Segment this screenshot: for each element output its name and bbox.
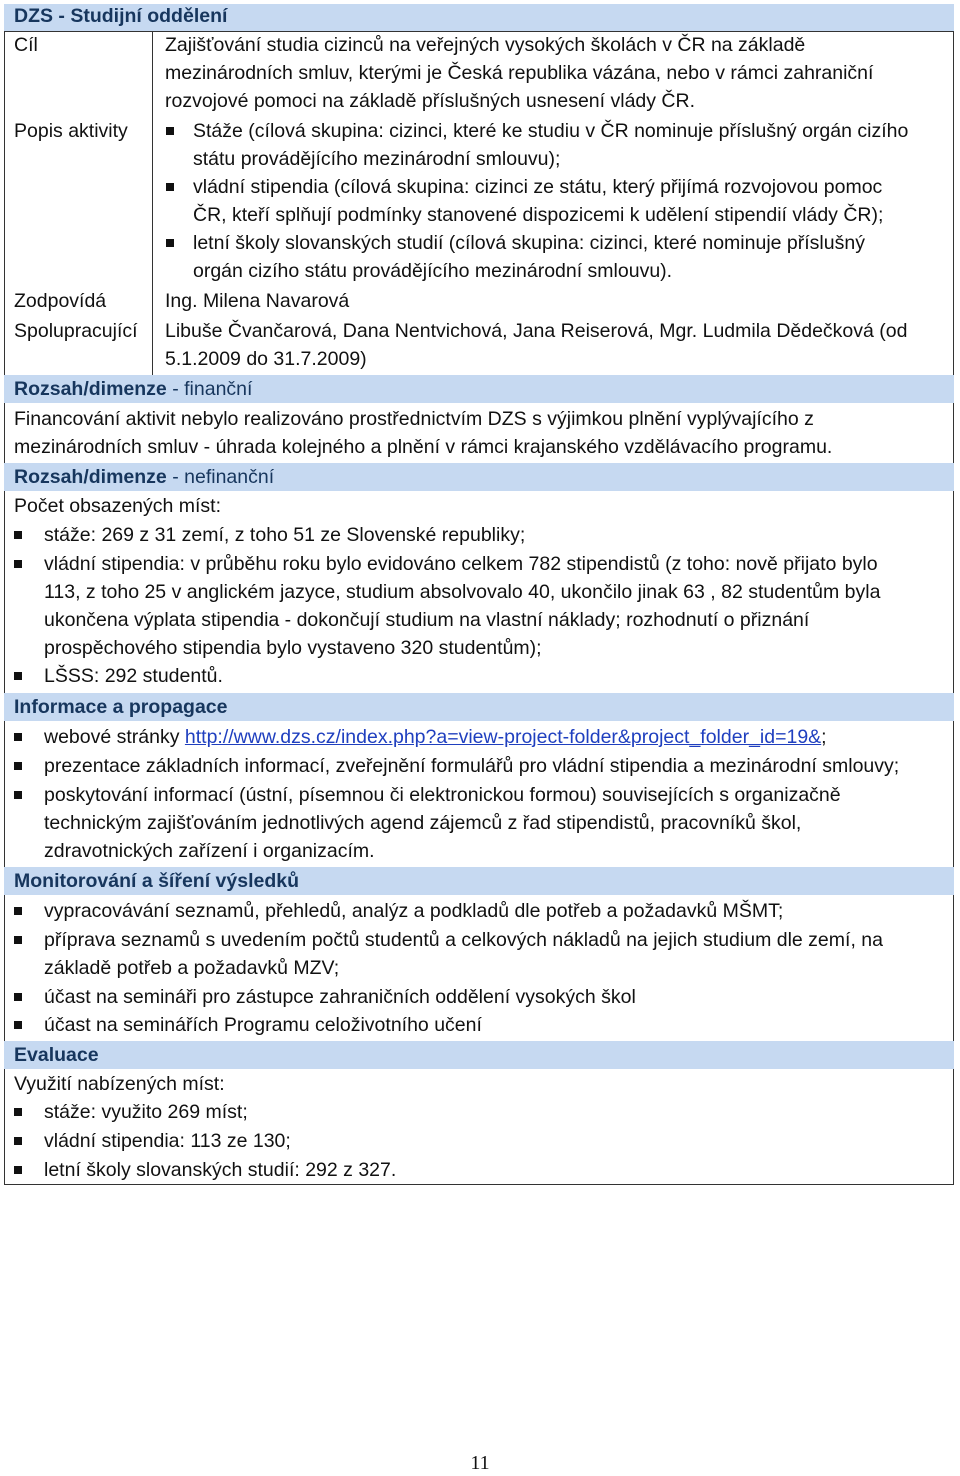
- evaluace-item: letní školy slovanských studií: 292 z 327.: [44, 1159, 397, 1181]
- bullet-icon: [166, 239, 174, 247]
- nefin-item: LŠSS: 292 studentů.: [44, 665, 223, 687]
- nefin-item: vládní stipendia: v průběhu roku bylo evidováno celkem 782 stipendistů (z toho: nově přijato bylo: [44, 553, 878, 575]
- web-item: webové stránky http://www.dzs.cz/index.php?a=view-project-folder&project_folder_id=19&;: [44, 726, 827, 748]
- info-item: poskytování informací (ústní, písemnou či elektronickou formou) souvisejících s organizačně: [44, 784, 841, 806]
- popis-item: vládní stipendia (cílová skupina: cizinci ze státu, který přijímá rozvojovou pomoc: [193, 176, 883, 198]
- popis-item: orgán cizího státu provádějícího mezinárodní smlouvu).: [193, 260, 673, 282]
- bullet-icon: [14, 1137, 22, 1145]
- informace-heading: Informace a propagace: [14, 696, 228, 718]
- table-divider: [152, 32, 153, 376]
- cil-line: Zajišťování studia cizinců na veřejných vysokých školách v ČR na základě: [165, 34, 806, 56]
- spolupracujici-value: 5.1.2009 do 31.7.2009): [165, 348, 367, 370]
- popis-item: státu provádějícího mezinárodní smlouvu);: [193, 148, 561, 170]
- nefin-item: 113, z toho 25 v anglickém jazyce, studium absolvovalo 40, ukončilo jinak 63 , 82 studentům byla: [44, 581, 881, 603]
- rozsah-nefin-intro: Počet obsazených míst:: [14, 495, 222, 517]
- bullet-icon: [166, 127, 174, 135]
- monitorovani-heading: Monitorování a šíření výsledků: [14, 870, 299, 892]
- bullet-icon: [14, 1166, 22, 1174]
- bullet-icon: [14, 907, 22, 915]
- monitor-item: účast na semináři pro zástupce zahraničních oddělení vysokých škol: [44, 986, 636, 1008]
- evaluace-item: stáže: využito 269 míst;: [44, 1101, 248, 1123]
- bullet-icon: [14, 672, 22, 680]
- popis-label: Popis aktivity: [14, 120, 128, 142]
- cil-line: mezinárodních smluv, kterými je Česká republika vázána, nebo v rámci zahraniční: [165, 62, 874, 84]
- monitor-item: účast na seminářích Programu celoživotního učení: [44, 1014, 482, 1036]
- monitor-item: základě potřeb a požadavků MZV;: [44, 957, 340, 979]
- evaluace-heading: Evaluace: [14, 1044, 99, 1066]
- section-title: DZS - Studijní oddělení: [14, 5, 228, 27]
- bullet-icon: [14, 936, 22, 944]
- popis-item: letní školy slovanských studií (cílová skupina: cizinci, které nominuje příslušný: [193, 232, 865, 254]
- cil-label: Cíl: [14, 34, 38, 56]
- bullet-icon: [166, 183, 174, 191]
- bullet-icon: [14, 1021, 22, 1029]
- zodpovida-label: Zodpovídá: [14, 290, 107, 312]
- popis-item: ČR, kteří splňují podmínky stanovené dispozicemi k udělení stipendií vlády ČR);: [193, 204, 884, 226]
- spolupracujici-label: Spolupracující: [14, 320, 138, 342]
- spolupracujici-value: Libuše Čvančarová, Dana Nentvichová, Jana Reiserová, Mgr. Ludmila Dědečková (od: [165, 320, 908, 342]
- info-item: technickým zajišťováním jednotlivých agend zájemců z řad stipendistů, pracovníků škol,: [44, 812, 802, 834]
- info-item: prezentace základních informací, zveřejnění formulářů pro vládní stipendia a mezinárodní smlouvy;: [44, 755, 900, 777]
- monitor-item: příprava seznamů s uvedením počtů studentů a celkových nákladů na jejich studium dle zemí, na: [44, 929, 883, 951]
- bullet-icon: [14, 993, 22, 1001]
- rozsah-nefin-heading: Rozsah/dimenze - nefinanční: [14, 466, 275, 488]
- bullet-icon: [14, 733, 22, 741]
- evaluace-item: vládní stipendia: 113 ze 130;: [44, 1130, 291, 1152]
- bullet-icon: [14, 531, 22, 539]
- bullet-icon: [14, 560, 22, 568]
- popis-item: Stáže (cílová skupina: cizinci, které ke studiu v ČR nominuje příslušný orgán cizího: [193, 120, 909, 142]
- bullet-icon: [14, 762, 22, 770]
- rozsah-fin-text: Financování aktivit nebylo realizováno prostřednictvím DZS s výjimkou plnění vyplývajícího z: [14, 408, 814, 430]
- web-link[interactable]: http://www.dzs.cz/index.php?a=view-project-folder&project_folder_id=19&: [184, 726, 822, 748]
- monitor-item: vypracovávání seznamů, přehledů, analýz a podkladů dle potřeb a požadavků MŠMT;: [44, 900, 784, 922]
- rozsah-fin-text: mezinárodních smluv - úhrada kolejného a plnění v rámci krajanského vzdělávacího programu.: [14, 436, 833, 458]
- zodpovida-value: Ing. Milena Navarová: [165, 290, 350, 312]
- bullet-icon: [14, 791, 22, 799]
- nefin-item: stáže: 269 z 31 zemí, z toho 51 ze Slovenské republiky;: [44, 524, 526, 546]
- cil-line: rozvojové pomoci na základě příslušných usnesení vlády ČR.: [165, 90, 696, 112]
- heading-band: [4, 1041, 954, 1069]
- info-item: zdravotnických zařízení i organizacím.: [44, 840, 375, 862]
- nefin-item: prospěchového stipendia bylo vystaveno 320 studentům);: [44, 637, 542, 659]
- nefin-item: ukončena výplata stipendia - dokončují studium na vlastní náklady; rozhodnutí o přiznání: [44, 609, 810, 631]
- evaluace-intro: Využití nabízených míst:: [14, 1073, 225, 1095]
- page-number: 11: [470, 1452, 490, 1474]
- bullet-icon: [14, 1108, 22, 1116]
- rozsah-fin-heading: Rozsah/dimenze - finanční: [14, 378, 253, 400]
